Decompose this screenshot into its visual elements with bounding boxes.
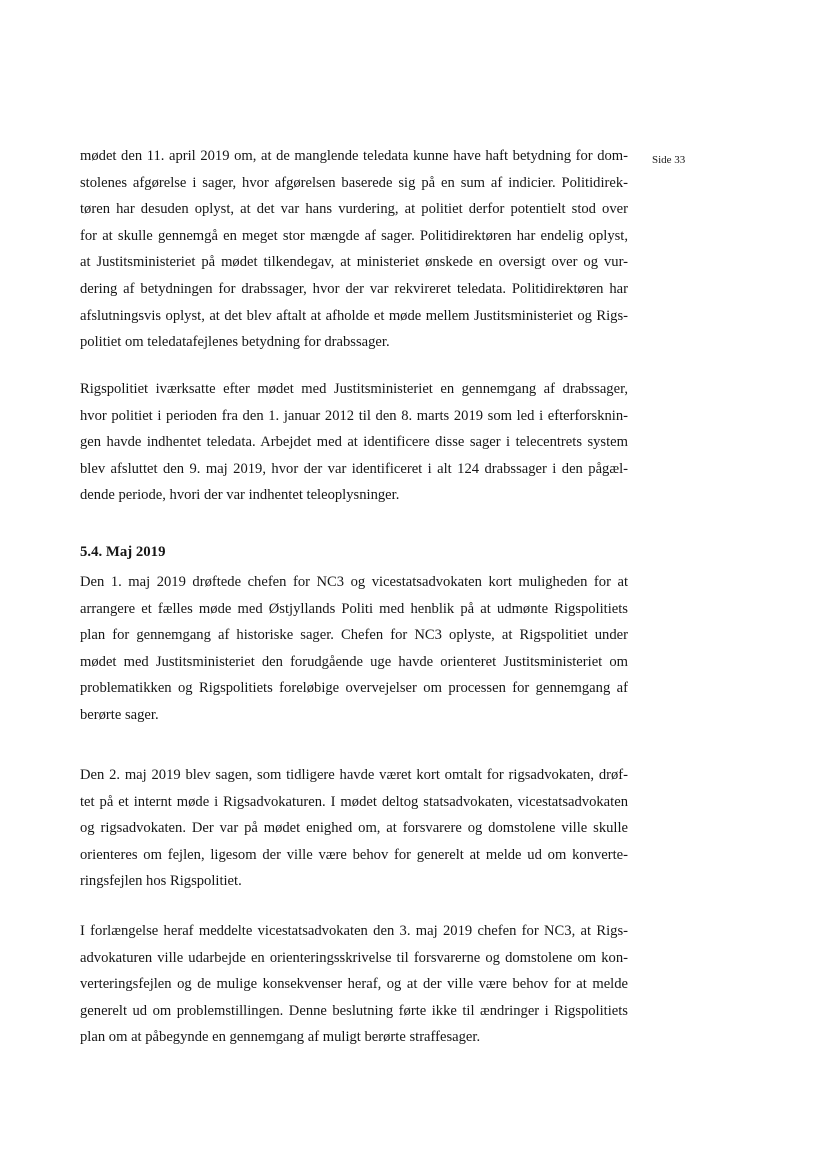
text-line: politiet om teledatafejlenes betydning for drabssager. bbox=[80, 334, 390, 351]
text-line: generelt ud om problemstillingen. Denne beslutning førte ikke til ændringer i Rigspolitiets bbox=[80, 1002, 628, 1019]
text-line: gen havde indhentet teledata. Arbejdet med at identificere disse sager i telecentrets system bbox=[80, 434, 628, 451]
paragraph-1 bbox=[80, 143, 628, 356]
text-line: at Justitsministeriet på mødet tilkendegav, at ministeriet ønskede en oversigt over og vur- bbox=[80, 254, 628, 271]
page-number-label: Side 33 bbox=[652, 154, 686, 166]
text-line: tøren har desuden oplyst, at det var hans vurdering, at politiet derfor potentielt stod over bbox=[80, 201, 628, 218]
paragraph-2 bbox=[80, 376, 628, 509]
text-line: blev afsluttet den 9. maj 2019, hvor der var identificeret i alt 124 drabssager i den pågæl- bbox=[80, 460, 628, 477]
text-line: ringsfejlen hos Rigspolitiet. bbox=[80, 873, 242, 890]
paragraph-3 bbox=[80, 569, 628, 729]
paragraph-5 bbox=[80, 918, 628, 1051]
text-line: advokaturen ville udarbejde en orienteringsskrivelse til forsvarerne og domstolene om kon- bbox=[80, 949, 628, 966]
text-line: afslutningsvis oplyst, at det blev aftalt at afholde et møde mellem Justitsministeriet og Rigs- bbox=[80, 307, 628, 324]
text-line: Rigspolitiet iværksatte efter mødet med Justitsministeriet en gennemgang af drabssager, bbox=[80, 381, 628, 397]
text-line: og rigsadvokaten. Der var på mødet enighed om, at forsvarere og domstolene ville skulle bbox=[80, 820, 628, 837]
text-line: berørte sager. bbox=[80, 706, 159, 723]
text-line: plan for gennemgang af historiske sager. Chefen for NC3 oplyste, at Rigspolitiet under bbox=[80, 627, 628, 644]
text-line: Den 1. maj 2019 drøftede chefen for NC3 og vicestatsadvokaten kort muligheden for at bbox=[80, 574, 628, 590]
text-line: stolenes afgørelse i sager, hvor afgørelsen baserede sig på en sum af indicier. Politidirek- bbox=[80, 174, 628, 191]
text-line: dende periode, hvori der var indhentet teleoplysninger. bbox=[80, 487, 400, 504]
section-heading: 5.4. Maj 2019 bbox=[80, 544, 166, 560]
text-line: verteringsfejlen og de mulige konsekvenser heraf, og at der ville være behov for at melde bbox=[80, 976, 628, 993]
paragraph-4 bbox=[80, 762, 628, 895]
text-line: I forlængelse heraf meddelte vicestatsadvokaten den 3. maj 2019 chefen for NC3, at Rigs- bbox=[80, 923, 628, 939]
text-line: for at skulle gennemgå en meget stor mængde af sager. Politidirektøren har endelig oplyst, bbox=[80, 227, 628, 244]
text-line: tet på et internt møde i Rigsadvokaturen. I mødet deltog statsadvokaten, vicestatsadvokaten bbox=[80, 793, 628, 810]
text-line: dering af betydningen for drabssager, hvor der var rekvireret teledata. Politidirektøren har bbox=[80, 280, 628, 297]
text-line: Den 2. maj 2019 blev sagen, som tidligere havde været kort omtalt for rigsadvokaten, drøf- bbox=[80, 767, 628, 783]
text-line: problematikken og Rigspolitiets foreløbige overvejelser om processen for gennemgang af bbox=[80, 680, 628, 697]
text-line: plan om at påbegynde en gennemgang af muligt berørte straffesager. bbox=[80, 1029, 481, 1046]
text-line: hvor politiet i perioden fra den 1. januar 2012 til den 8. marts 2019 som led i efterforsknin- bbox=[80, 407, 628, 424]
text-line: orienteres om fejlen, ligesom der ville være behov for generelt at melde ud om konverte- bbox=[80, 846, 628, 863]
text-line: mødet den 11. april 2019 om, at de manglende teledata kunne have haft betydning for dom- bbox=[80, 148, 628, 164]
text-line: mødet med Justitsministeriet den forudgående uge havde orienteret Justitsministeriet om bbox=[80, 653, 628, 670]
text-line: arrangere et fælles møde med Østjyllands Politi med henblik på at udmønte Rigspolitiets bbox=[80, 600, 628, 617]
